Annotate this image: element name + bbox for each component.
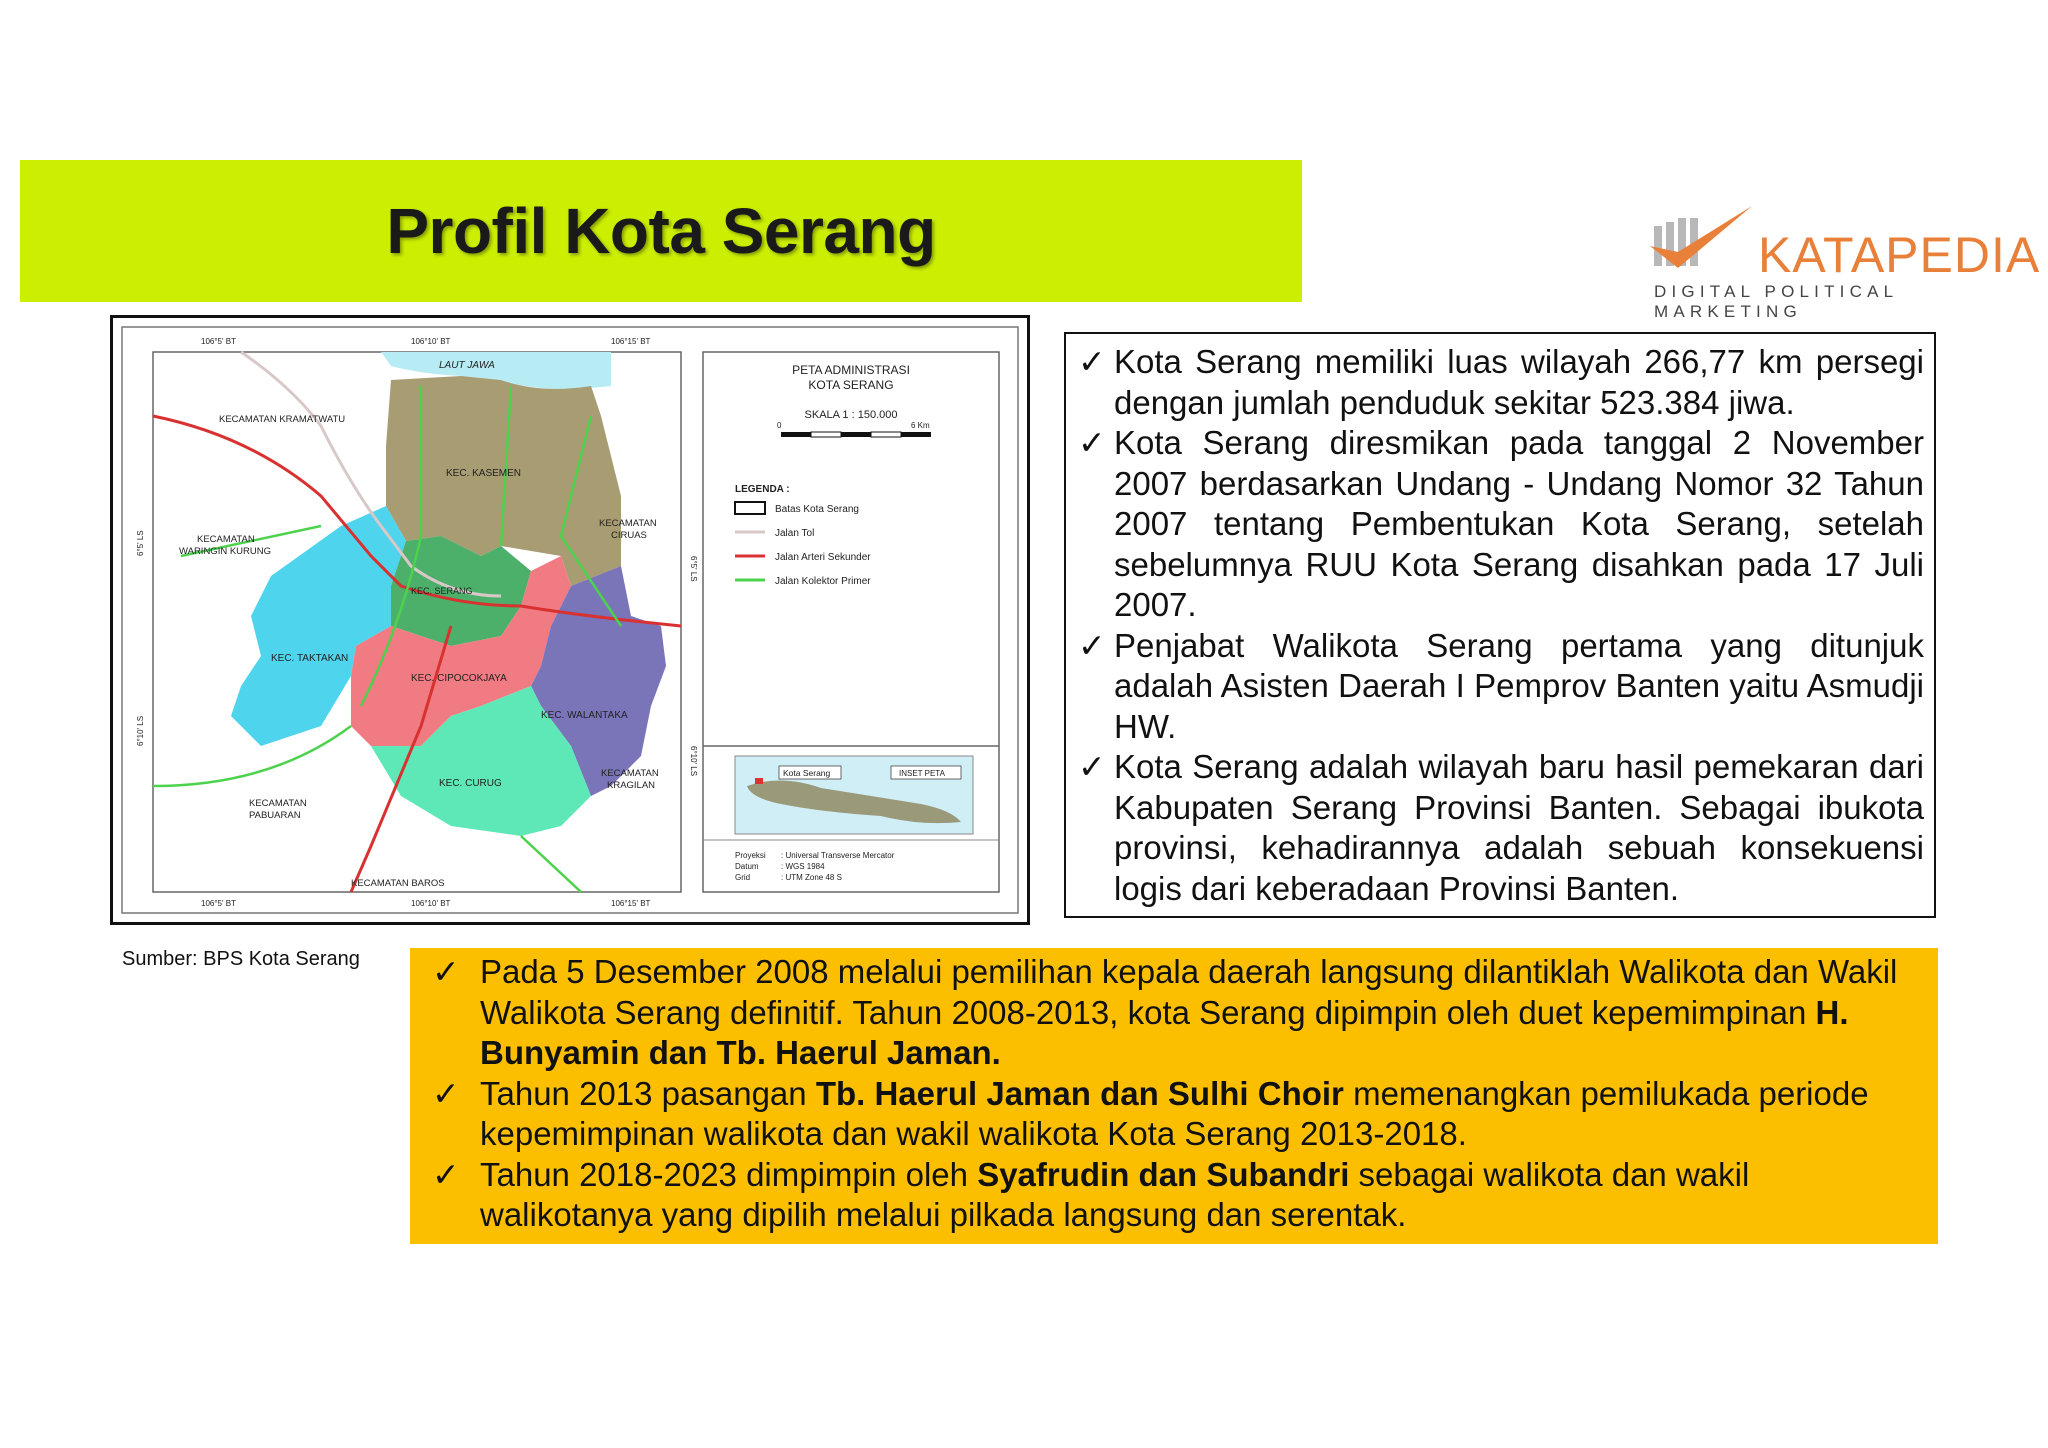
label-waringin-1: KECAMATAN [197,534,255,545]
map-frame [110,315,1030,925]
label-pabuaran-2: PABUARAN [249,810,301,821]
fact-item: ✓ Kota Serang memiliki luas wilayah 266,77 km persegi dengan jumlah penduduk sekitar 523.384 jiwa. [1078,343,1924,421]
proj-value-2: : WGS 1984 [781,862,825,871]
scale-end: 6 Km [911,421,930,430]
check-icon: ✓ [432,1155,460,1193]
legend-title: LEGENDA : [735,484,790,495]
label-serang: KEC. SERANG [411,586,473,596]
legend-arterial: Jalan Arteri Sekunder [775,552,871,563]
inset-label: Kota Serang [783,768,831,778]
map-scale: SKALA 1 : 150.000 [804,409,898,421]
scale-bar [781,432,931,437]
history-item: ✓ Tahun 2018-2023 dimpimpin oleh Syafrudin dan Subandri sebagai walikota dan wakil walikotanya yang dipilih melalui pilkada langsung dan serentak. [432,1155,1750,1233]
coord-bottom-3: 106°15' BT [611,899,651,908]
check-icon: ✓ [1078,748,1106,785]
scale-start: 0 [777,421,782,430]
label-cipocok: KEC. CIPOCOKJAYA [411,673,507,684]
title-bar [20,160,1302,302]
fact-item: ✓ Penjabat Walikota Serang pertama yang ditunjuk adalah Asisten Daerah I Pemprov Banten yaitu Asmudji HW. [1078,626,1924,745]
coord-side-1: 6°5' LS [136,530,145,556]
proj-label-2: Datum [735,862,759,871]
label-curug: KEC. CURUG [439,778,502,789]
history-box [410,948,1938,1244]
coord-top-2: 106°10' BT [411,337,451,346]
coord-bottom-1: 106°5' BT [201,899,236,908]
label-waringin-2: WARINGIN KURUNG [179,546,272,557]
logo-mark-icon [1648,204,1758,284]
history-item: ✓ Tahun 2013 pasangan Tb. Haerul Jaman dan Sulhi Choir memenangkan pemilukada periode kepemimpinan walikota dan wakil walikota Kota Serang 2013-2018. [432,1074,1869,1152]
proj-value-1: : Universal Transverse Mercator [781,851,895,860]
administrative-map [121,326,1019,914]
sea-label: LAUT JAWA [439,360,495,371]
katapedia-logo [1648,200,2041,321]
coord-side-2: 6°10' LS [136,715,145,746]
label-walantaka: KEC. WALANTAKA [541,710,628,721]
page-title: Profil Kota Serang [386,195,936,267]
proj-value-3: : UTM Zone 48 S [781,873,842,882]
check-icon: ✓ [432,1074,460,1112]
fact-item: ✓ Kota Serang adalah wilayah baru hasil pemekaran dari Kabupaten Serang Provinsi Banten. Sebagai ibukota provinsi, kehadirannya adalah sebuah konsekuensi logis dari keberadaan Provinsi Banten. [1078,748,1924,907]
label-kragilan-2: KRAGILAN [607,780,656,791]
coord-bottom-2: 106°10' BT [411,899,451,908]
fact-item: ✓ Kota Serang diresmikan pada tanggal 2 November 2007 berdasarkan Undang - Undang Nomor 32 Tahun 2007 tentang Pembentukan Kota Serang, setelah sebelumnya RUU Kota Serang disahkan pada 17 Juli 2007. [1078,424,1924,623]
source-caption: Sumber: BPS Kota Serang [122,948,360,970]
label-kramatwatu: KECAMATAN KRAMATWATU [219,414,346,425]
label-kragilan-1: KECAMATAN [601,768,659,779]
coord-side-right-1: 6°5' LS [689,556,698,582]
check-icon: ✓ [1078,343,1106,380]
legend-boundary: Batas Kota Serang [775,504,859,515]
label-ciruas-2: CIRUAS [611,530,647,541]
map-title-line2: KOTA SERANG [808,378,894,392]
coord-top-1: 106°5' BT [201,337,236,346]
check-icon: ✓ [1078,424,1106,461]
map-title-line1: PETA ADMINISTRASI [792,363,910,377]
label-ciruas-1: KECAMATAN [599,518,657,529]
inset-title: INSET PETA [899,769,945,778]
legend-toll: Jalan Tol [775,528,815,539]
label-pabuaran-1: KECAMATAN [249,798,307,809]
label-taktakan: KEC. TAKTAKAN [271,653,349,664]
label-baros: KECAMATAN BAROS [351,878,445,889]
history-item: ✓ Pada 5 Desember 2008 melalui pemilihan kepala daerah langsung dilantiklah Walikota dan Wakil Walikota Serang definitif. Tahun 2008-2013, kota Serang dipimpin oleh duet kepemimpinan H. Bunyamin dan Tb. Haerul Jaman. [432,953,1898,1071]
proj-label-3: Grid [735,873,751,882]
check-icon: ✓ [1078,626,1106,664]
label-kasemen: KEC. KASEMEN [446,468,522,479]
check-icon: ✓ [432,953,460,990]
legend-collector: Jalan Kolektor Primer [775,576,871,587]
coord-top-3: 106°15' BT [611,337,651,346]
proj-label-1: Proyeksi [735,851,766,860]
coord-side-right-2: 6°10' LS [689,746,698,777]
logo-name: KATAPEDIA [1758,227,2041,283]
facts-box [1064,332,1936,918]
logo-tagline: DIGITAL POLITICAL MARKETING [1654,282,1898,321]
